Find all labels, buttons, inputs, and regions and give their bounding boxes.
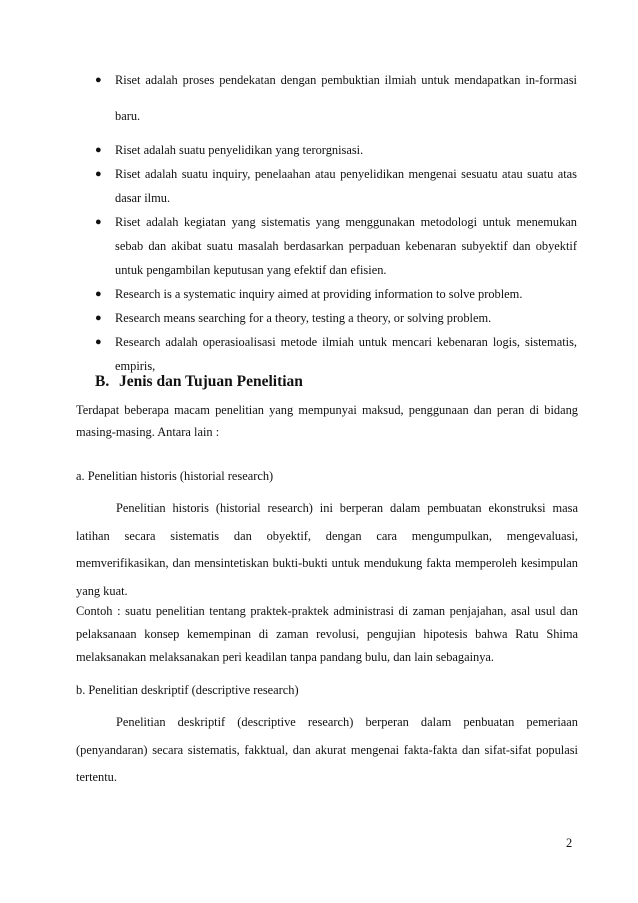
list-item-text: Riset adalah kegiatan yang sistematis yang menggunakan metodologi untuk menemukan sebab dan akibat suatu masalah berdasarkan perpaduan kebenaran subyektif dan obyektif untuk pengambilan keputusan yang efektif dan efisien. <box>115 215 577 277</box>
page-number: 2 <box>566 836 573 850</box>
section-letter: B. <box>95 373 110 390</box>
list-item-text: Research is a systematic inquiry aimed at providing information to solve problem. <box>115 287 523 301</box>
contoh-paragraph: Contoh : suatu penelitian tentang praktek-praktek administrasi di zaman penjajahan, asal usul dan pelaksanaan konsep kemempinan di zaman revolusi, pengujian hipotesis bahwa Ratu Shima melaksanakan melaksanakan peri keadilan tanpa pandang bulu, dan lain sebagainya. <box>76 604 578 664</box>
list-item <box>95 62 577 134</box>
list-item <box>95 138 577 162</box>
bullet-icon: ● <box>95 74 102 86</box>
deskriptif-paragraph: Penelitian deskriptif (descriptive research) berperan dalam penbuatan pemeriaan (penyandaran) secara sistematis, fakktual, dan akurat mengenai fakta-fakta dan sifat-sifat populasi tertentu. <box>76 715 578 784</box>
subheading-deskriptif: b. Penelitian deskriptif (descriptive research) <box>76 683 299 697</box>
definition-bullet-list <box>95 62 577 378</box>
bullet-icon: ● <box>95 168 102 180</box>
list-item <box>95 330 577 378</box>
section-heading <box>95 373 303 391</box>
historis-paragraph: Penelitian historis (historial research) ini berperan dalam pembuatan ekonstruksi masa latihan secara sistematis dan obyektif, dengan cara mengumpulkan, mengevaluasi, memverifikasikan, dan mensintetiskan bukti-bukti untuk mendukung fakta memperoleh kesimpulan yang kuat. <box>76 501 578 598</box>
list-item-text: Research adalah operasioalisasi metode ilmiah untuk mencari kebenaran logis, sistematis, empiris, <box>115 335 577 373</box>
bullet-icon: ● <box>95 288 102 300</box>
bullet-icon: ● <box>95 336 102 348</box>
list-item-text: Riset adalah proses pendekatan dengan pembuktian ilmiah untuk mendapatkan in-formasi baru. <box>115 73 577 123</box>
bullet-icon: ● <box>95 144 102 156</box>
subheading-historis: a. Penelitian historis (historial research) <box>76 469 274 483</box>
list-item <box>95 282 577 306</box>
bullet-icon: ● <box>95 312 102 324</box>
list-item <box>95 210 577 282</box>
list-item-text: Research means searching for a theory, testing a theory, or solving problem. <box>115 311 492 325</box>
list-item <box>95 162 577 210</box>
list-item <box>95 306 577 330</box>
bullet-icon: ● <box>95 216 102 228</box>
list-item-text: Riset adalah suatu penyelidikan yang terorgnisasi. <box>115 143 364 157</box>
section-title: Jenis dan Tujuan Penelitian <box>119 373 303 390</box>
list-item-text: Riset adalah suatu inquiry, penelaahan atau penyelidikan mengenai sesuatu atau suatu atas dasar ilmu. <box>115 167 577 205</box>
intro-paragraph: Terdapat beberapa macam penelitian yang mempunyai maksud, penggunaan dan peran di bidang masing-masing. Antara lain : <box>76 403 578 439</box>
